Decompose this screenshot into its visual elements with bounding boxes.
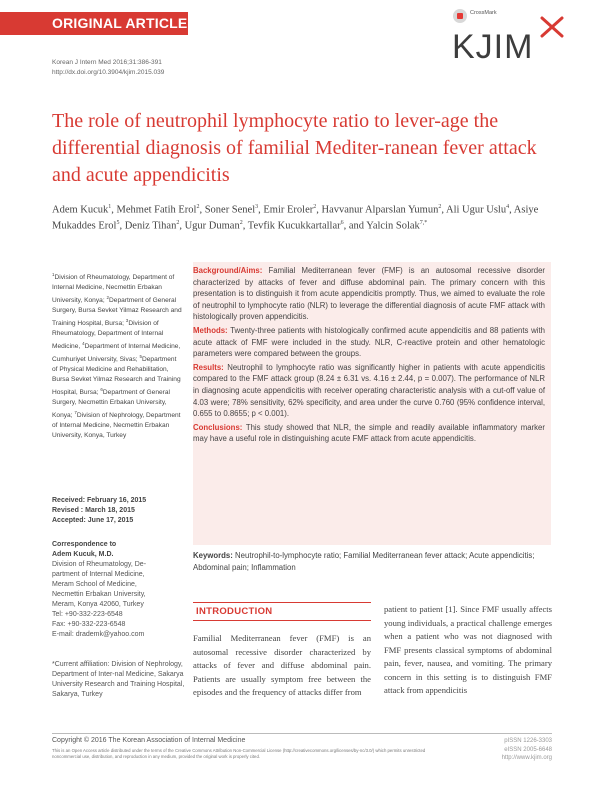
journal-line: Korean J Intern Med 2016;31:386-391 [52, 59, 162, 66]
background-text: Familial Mediterranean fever (FMF) is an autosomal recessive disorder characterized by attacks of fever and diffuse abdominal pain. The primary concern with this presentation is to distinguish it from acute appendicitis promptly. Thus, we aimed to evaluate the role of neutrophil to lymphocyte ratio (NLR) to leverage the differential diagnosis of acute FMF attack with histologically proven appendicitis. [193, 266, 546, 322]
doi-link[interactable]: http://dx.doi.org/10.3904/kjim.2015.039 [52, 69, 165, 76]
author-affiliation-marker: 7,* [419, 220, 428, 226]
affiliation-text: Department of Internal Medicine, Cumhuriyet University, Sivas; [52, 343, 181, 364]
methods-label: Methods: [193, 325, 228, 335]
revised-date: Revised : March 18, 2015 [52, 507, 135, 514]
journal-logo-mark-icon [538, 14, 566, 40]
background-label: Background/Aims: [193, 266, 263, 275]
license-notice: This is an Open Access article distributed under the terms of the Creative Commons Attribution Non-Commercial License (http://creativecommons.org/licenses/by-nc/3.0/) which permits unrestricted noncommercial use, distribution, and reproduction in any medium, provided the original work is properly cited. [52, 748, 426, 759]
author-affiliation-marker: 3 [255, 204, 259, 210]
affiliation-text: Division of Nephrology, Department of Internal Medicine, Necmettin Erbakan University, Konya, Turkey [52, 412, 181, 439]
correspondence-line: Necmettin Erbakan University, [52, 591, 146, 598]
author-name: Mehmet Fatih Erol [116, 204, 197, 216]
abstract-methods-section [193, 325, 545, 360]
results-text: Neutrophil to lymphocyte ratio was significantly higher in patients with acute appendicitis compared to the FMF attack group (8.24 ± 6.31 vs. 4.16 ± 2.44, p = 0.007). The performance of NLR in diagnosing acute appendicitis with receiver operating characteristic analysis with a cut-off value of 4.03 were; 78% sensitivity, 62% specificity, and area under the curve 0.760 (95% confidence interval, 0.655 to 0.8655; p < 0.001). [193, 362, 545, 419]
correspondence-line: Meram School of Medicine, [52, 581, 137, 588]
affiliation-text: Department of General Surgery, Bursa Sevket Yilmaz Research and Training Hospital, Bursa; [52, 297, 182, 328]
correspondence-name: Adem Kucuk, M.D. [52, 551, 114, 558]
article-title: The role of neutrophil lymphocyte ratio to lever-age the differential diagnosis of familial Mediter-ranean fever attack and acute appendicitis [52, 110, 537, 186]
section-heading-introduction: INTRODUCTION [193, 602, 371, 621]
correspondence-line: partment of Internal Medicine, [52, 571, 145, 578]
article-type-banner: ORIGINAL ARTICLE [0, 12, 188, 35]
author-affiliation-marker: 4 [506, 204, 510, 210]
author-name: Soner Senel [204, 204, 256, 216]
author-name: Ali Ugur Uslu [446, 204, 507, 216]
correspondence-label: Correspondence to [52, 541, 117, 548]
affiliation-text: Department of Physical Medicine and Rehabilitation, Bursa Sevket Yilmaz Research and Training Hospital, Bursa; [52, 356, 181, 397]
author-name: Ugur Duman [184, 220, 240, 232]
keywords [193, 550, 551, 573]
methods-text: Twenty-three patients with histologically confirmed acute appendicitis and 88 patients with acute attack of FMF were included in the study. NLR, C-reactive protein and other hematologic parameters were compared between the groups. [193, 325, 545, 359]
correspondence-email[interactable]: E-mail: drademk@yahoo.com [52, 631, 145, 638]
current-affiliation-note: *Current affiliation: Division of Nephrology, Department of Inter-nal Medicine, Sakarya University Research and Training Hospital, Sakarya, Turkey [52, 661, 185, 698]
article-dates [52, 496, 192, 526]
accepted-date: Accepted: June 17, 2015 [52, 517, 134, 524]
footer-divider [52, 733, 552, 734]
keywords-label: Keywords: [193, 551, 233, 560]
correspondence-tel: Tel: +90-332-223-6548 [52, 611, 123, 618]
abstract-results-section [193, 362, 545, 420]
correspondence-fax: Fax: +90-332-223-6548 [52, 621, 126, 628]
author-name: Yalcin Solak [366, 220, 420, 232]
keywords-text: Neutrophil-to-lymphocyte ratio; Familial Mediterranean fever attack; Acute appendicitis; Abdominal pain; Inflammation [193, 551, 535, 572]
abstract-background-section [193, 265, 545, 323]
journal-website-link[interactable]: http://www.kjim.org [501, 755, 552, 761]
author-name: Havvanur Alparslan Yumun [321, 204, 439, 216]
results-label: Results: [193, 362, 224, 372]
affiliation-marker: 6 [100, 387, 103, 392]
author-affiliation-marker: 6 [340, 220, 344, 226]
affiliation-marker: 1 [52, 272, 55, 277]
introduction-column-right: patient to patient [1]. Since FMF usually affects young individuals, a practical challenge emerges when a patient who was not diagnosed with FMF presents classical symptoms of abdominal pain, fever, nausea, and vomiting. The primary concern in this setting is to distinguish FMF attack from appendicitis [384, 604, 552, 695]
author-name: Adem Kucuk [52, 204, 109, 216]
author-affiliation-marker: 2 [438, 204, 442, 210]
crossmark-icon [453, 9, 467, 23]
abstract-conclusions-section [193, 422, 545, 445]
correspondence-line: Meram, Konya 42060, Turkey [52, 601, 144, 608]
author-name: Deniz Tihan [124, 220, 177, 232]
correspondence-line: Division of Rheumatology, De- [52, 561, 147, 568]
author-affiliation-marker: 1 [108, 204, 112, 210]
affiliation-marker: 5 [139, 354, 142, 360]
affiliation-text: Department of General Surgery, Necmettin Erbakan University, Konya; [52, 389, 170, 420]
journal-logo: KJIM [452, 28, 534, 66]
author-affiliation-marker: 2 [313, 204, 317, 210]
copyright-notice: Copyright © 2016 The Korean Association of Internal Medicine [52, 737, 246, 744]
author-affiliation-marker: 2 [239, 220, 243, 226]
affiliation-marker: 3 [125, 318, 129, 323]
author-affiliation-marker: 5 [116, 220, 120, 226]
affiliation-text: Division of Rheumatology, Department of Internal Medicine, Necmettin Erbakan University, Konya; [52, 274, 175, 305]
author-list: Adem Kucuk$^1$, Mehmet Fatih Erol$^2$, Soner Senel$^3$, Emir Eroler$^2$, Havvanur Alparslan Yumun$^2$, Ali Ugur Uslu$^4$, Asiye Mukaddes Erol$^5$, Deniz Tihan$^2$, Ugur Duman$^2$, Tevfik Kucukkartallar$^6$, and Yalcin Solak$^{7,*}$ [52, 204, 539, 232]
affiliation-text: Division of Rheumatology, Department of Internal Medicine, [52, 320, 164, 351]
author-affiliation-marker: 2 [176, 220, 180, 226]
eissn: eISSN 2005-6648 [504, 746, 552, 753]
received-date: Received: February 16, 2015 [52, 497, 147, 504]
affiliation-marker: 2 [106, 295, 110, 300]
conclusions-text: This study showed that NLR, the simple and readily available inflammatory marker may have a useful role in distinguishing acute FMF attack from acute appendicitis. [193, 422, 545, 444]
author-name: Asiye Mukaddes Erol [52, 204, 539, 232]
correspondence-block [52, 540, 184, 640]
issn-block [470, 737, 552, 763]
pissn: pISSN 1226-3303 [504, 738, 552, 744]
affiliation-list [52, 270, 182, 441]
author-affiliation-marker: 2 [196, 204, 200, 210]
author-name: Emir Eroler [263, 204, 314, 216]
affiliation-marker: 4 [82, 341, 85, 346]
journal-citation [52, 58, 164, 78]
author-name: Tevfik Kucukkartallar [247, 220, 341, 232]
affiliation-marker: 7 [74, 410, 77, 415]
introduction-column-left: Familial Mediterranean fever (FMF) is an autosomal recessive disorder characterized by attacks of fever and diffuse abdominal pain. Patients are usually symptom free between the episodes and the frequency of attacks differ from [193, 633, 371, 697]
crossmark-label: CrossMark [470, 10, 497, 16]
conclusions-label: Conclusions: [193, 422, 243, 432]
abstract [193, 265, 545, 447]
crossmark-badge[interactable] [453, 8, 505, 24]
